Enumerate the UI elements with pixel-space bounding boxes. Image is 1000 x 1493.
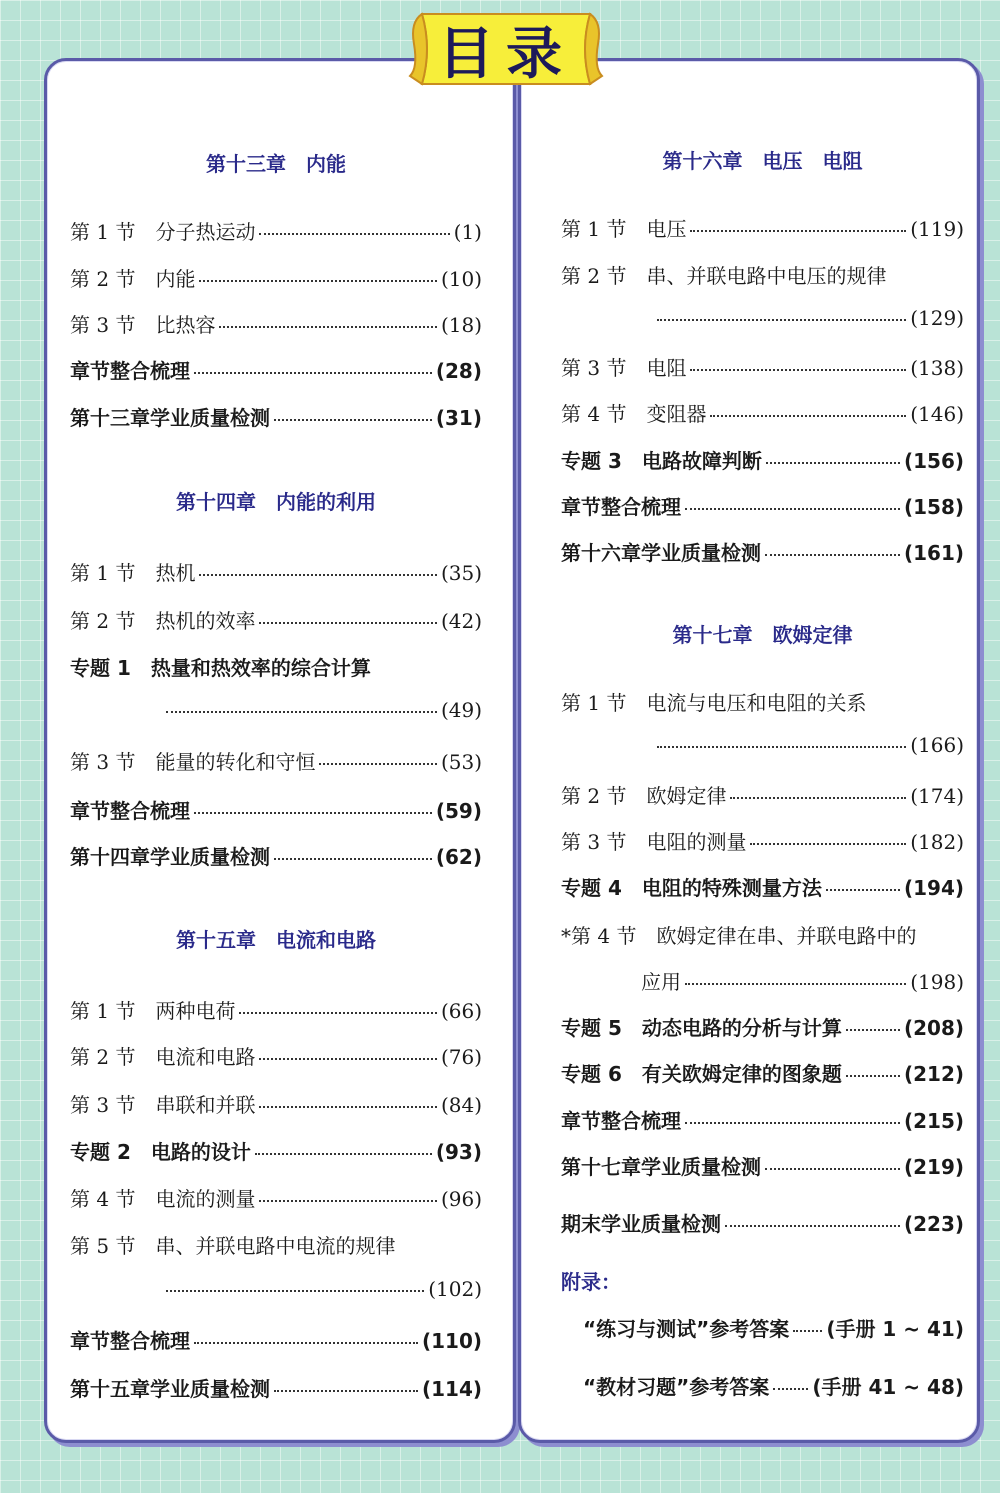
dot-leader <box>826 885 900 891</box>
toc-entry <box>561 1208 964 1238</box>
entry-page: (161) <box>903 541 964 565</box>
chapter-heading: 第十四章 内能的利用 <box>176 490 376 514</box>
entry-label: “练习与测试”参考答案 <box>583 1317 790 1341</box>
toc-entry <box>561 306 964 336</box>
toc-entry <box>70 652 482 682</box>
entry-page: (194) <box>903 876 964 900</box>
dot-leader <box>166 1286 424 1292</box>
toc-entry <box>561 966 964 996</box>
entry-label: 第 3 节 电阻的测量 <box>561 830 747 854</box>
dot-leader <box>657 742 906 748</box>
toc-entry <box>70 841 482 871</box>
appendix-title: 附录： <box>561 1270 621 1294</box>
entry-label: 第 2 节 串、并联电路中电压的规律 <box>561 264 887 288</box>
entry-label: 第 3 节 能量的转化和守恒 <box>70 750 316 774</box>
entry-label: 期末学业质量检测 <box>561 1212 721 1236</box>
appendix-entry <box>583 1313 964 1343</box>
dot-leader <box>255 1149 432 1155</box>
page-title: 目录 <box>438 22 574 87</box>
entry-page: (1) <box>453 220 482 244</box>
entry-page: (156) <box>903 449 964 473</box>
entry-label: 第 3 节 比热容 <box>70 313 216 337</box>
entry-label: 第十六章学业质量检测 <box>561 541 761 565</box>
entry-label: 第 2 节 电流和电路 <box>70 1045 256 1069</box>
entry-label: 第 5 节 串、并联电路中电流的规律 <box>70 1234 396 1258</box>
entry-page: (96) <box>440 1187 482 1211</box>
entry-page: (182) <box>910 830 964 854</box>
entry-label: 第 3 节 串联和并联 <box>70 1093 256 1117</box>
entry-page: (93) <box>435 1140 482 1164</box>
dot-leader <box>685 979 906 985</box>
dot-leader <box>685 504 900 510</box>
dot-leader <box>274 854 432 860</box>
entry-page: (138) <box>910 356 964 380</box>
chapter-heading: 第十七章 欧姆定律 <box>672 623 853 647</box>
toc-entry <box>70 355 482 385</box>
toc-entry <box>70 1041 482 1071</box>
dot-leader <box>219 322 436 328</box>
entry-page: (223) <box>903 1212 964 1236</box>
entry-page: (129) <box>910 306 964 330</box>
entry-label: 章节整合梳理 <box>70 799 190 823</box>
dot-leader <box>274 415 432 421</box>
toc-entry <box>70 746 482 776</box>
entry-page: (119) <box>910 217 964 241</box>
dot-leader <box>657 315 906 321</box>
chapter-heading: 第十三章 内能 <box>206 152 346 176</box>
entry-page: (84) <box>440 1093 482 1117</box>
title-banner <box>408 4 604 94</box>
entry-page: (手册 1 ~ 41) <box>826 1317 964 1341</box>
dot-leader <box>166 707 437 713</box>
entry-label: 第 1 节 电压 <box>561 217 687 241</box>
entry-page: (102) <box>428 1277 482 1301</box>
toc-entry <box>70 795 482 825</box>
toc-entry <box>561 872 964 902</box>
dot-leader <box>710 411 906 417</box>
entry-page: (28) <box>435 359 482 383</box>
toc-entry <box>70 1183 482 1213</box>
dot-leader <box>259 1054 436 1060</box>
dot-leader <box>846 1071 900 1077</box>
toc-entry <box>561 491 964 521</box>
chapter-heading: 第十五章 电流和电路 <box>176 928 376 952</box>
entry-label: 第 2 节 欧姆定律 <box>561 784 727 808</box>
entry-label: 第 2 节 内能 <box>70 267 196 291</box>
entry-page: (166) <box>910 733 964 757</box>
dot-leader <box>750 839 906 845</box>
entry-label: 第 1 节 分子热运动 <box>70 220 256 244</box>
entry-page: (76) <box>440 1045 482 1069</box>
entry-label: *第 4 节 欧姆定律在串、并联电路中的 <box>561 924 917 948</box>
entry-page: (59) <box>435 799 482 823</box>
toc-entry <box>70 309 482 339</box>
dot-leader <box>765 1164 900 1170</box>
entry-label: 第十三章学业质量检测 <box>70 406 270 430</box>
toc-entry <box>70 1089 482 1119</box>
entry-label: 第 3 节 电阻 <box>561 356 687 380</box>
toc-entry <box>70 1230 482 1260</box>
entry-label: 第 1 节 两种电荷 <box>70 999 236 1023</box>
dot-leader <box>259 618 436 624</box>
entry-label: 应用 <box>561 970 681 994</box>
toc-entry <box>561 1012 964 1042</box>
dot-leader <box>773 1384 808 1390</box>
dot-leader <box>199 276 436 282</box>
toc-entry <box>561 826 964 856</box>
toc-entry <box>70 605 482 635</box>
dot-leader <box>259 229 449 235</box>
entry-page: (18) <box>440 313 482 337</box>
toc-entry <box>70 1277 482 1307</box>
dot-leader <box>194 808 432 814</box>
dot-leader <box>259 1196 436 1202</box>
entry-page: (62) <box>435 845 482 869</box>
dot-leader <box>766 458 900 464</box>
entry-page: (53) <box>440 750 482 774</box>
entry-label: “教材习题”参考答案 <box>583 1375 770 1399</box>
entry-label: 专题 4 电阻的特殊测量方法 <box>561 876 822 900</box>
dot-leader <box>274 1386 418 1392</box>
dot-leader <box>765 550 900 556</box>
dot-leader <box>725 1221 900 1227</box>
entry-page: (35) <box>440 561 482 585</box>
toc-entry <box>561 733 964 763</box>
entry-page: (215) <box>903 1109 964 1133</box>
toc-entry <box>561 398 964 428</box>
toc-entry <box>561 260 964 290</box>
entry-page: (212) <box>903 1062 964 1086</box>
entry-label: 章节整合梳理 <box>561 495 681 519</box>
dot-leader <box>690 365 906 371</box>
entry-page: (174) <box>910 784 964 808</box>
entry-label: 专题 3 电路故障判断 <box>561 449 762 473</box>
entry-label: 章节整合梳理 <box>70 1329 190 1353</box>
entry-page: (31) <box>435 406 482 430</box>
dot-leader <box>194 1338 418 1344</box>
entry-label: 章节整合梳理 <box>70 359 190 383</box>
toc-entry <box>70 698 482 728</box>
entry-label: 专题 5 动态电路的分析与计算 <box>561 1016 842 1040</box>
entry-label: 专题 6 有关欧姆定律的图象题 <box>561 1062 842 1086</box>
toc-entry <box>70 1373 482 1403</box>
toc-entry <box>561 687 964 717</box>
toc-entry <box>70 402 482 432</box>
dot-leader <box>730 793 906 799</box>
entry-label: 专题 2 电路的设计 <box>70 1140 251 1164</box>
toc-entry <box>561 920 964 950</box>
toc-entry <box>561 780 964 810</box>
entry-page: (110) <box>421 1329 482 1353</box>
entry-label: 专题 1 热量和热效率的综合计算 <box>70 656 371 680</box>
entry-page: (10) <box>440 267 482 291</box>
entry-page: (146) <box>910 402 964 426</box>
toc-entry <box>561 352 964 382</box>
entry-label: 第十四章学业质量检测 <box>70 845 270 869</box>
entry-label: 第 2 节 热机的效率 <box>70 609 256 633</box>
entry-page: (114) <box>421 1377 482 1401</box>
entry-label: 第 1 节 电流与电压和电阻的关系 <box>561 691 867 715</box>
dot-leader <box>846 1025 900 1031</box>
toc-entry <box>70 1136 482 1166</box>
toc-entry <box>70 263 482 293</box>
entry-page: (198) <box>910 970 964 994</box>
entry-label: 章节整合梳理 <box>561 1109 681 1133</box>
toc-entry <box>70 216 482 246</box>
toc-entry <box>70 1325 482 1355</box>
entry-page: (219) <box>903 1155 964 1179</box>
entry-label: 第十七章学业质量检测 <box>561 1155 761 1179</box>
dot-leader <box>685 1118 900 1124</box>
toc-entry <box>70 995 482 1025</box>
entry-label: 第 1 节 热机 <box>70 561 196 585</box>
dot-leader <box>793 1326 822 1332</box>
entry-label: 第 4 节 电流的测量 <box>70 1187 256 1211</box>
entry-page: (208) <box>903 1016 964 1040</box>
entry-label: 第 4 节 变阻器 <box>561 402 707 426</box>
entry-page: (49) <box>440 698 482 722</box>
dot-leader <box>319 759 436 765</box>
toc-entry <box>561 537 964 567</box>
toc-entry <box>561 1151 964 1181</box>
chapter-heading: 第十六章 电压 电阻 <box>662 149 863 173</box>
entry-page: (42) <box>440 609 482 633</box>
dot-leader <box>259 1102 436 1108</box>
entry-label: 第十五章学业质量检测 <box>70 1377 270 1401</box>
entry-page: (158) <box>903 495 964 519</box>
dot-leader <box>239 1008 436 1014</box>
toc-entry <box>561 445 964 475</box>
dot-leader <box>194 368 432 374</box>
entry-page: (66) <box>440 999 482 1023</box>
toc-entry <box>561 1105 964 1135</box>
toc-entry <box>561 213 964 243</box>
appendix-entry <box>583 1371 964 1401</box>
dot-leader <box>690 226 906 232</box>
toc-entry <box>70 557 482 587</box>
toc-entry <box>561 1058 964 1088</box>
dot-leader <box>199 570 436 576</box>
entry-page: (手册 41 ~ 48) <box>812 1375 964 1399</box>
